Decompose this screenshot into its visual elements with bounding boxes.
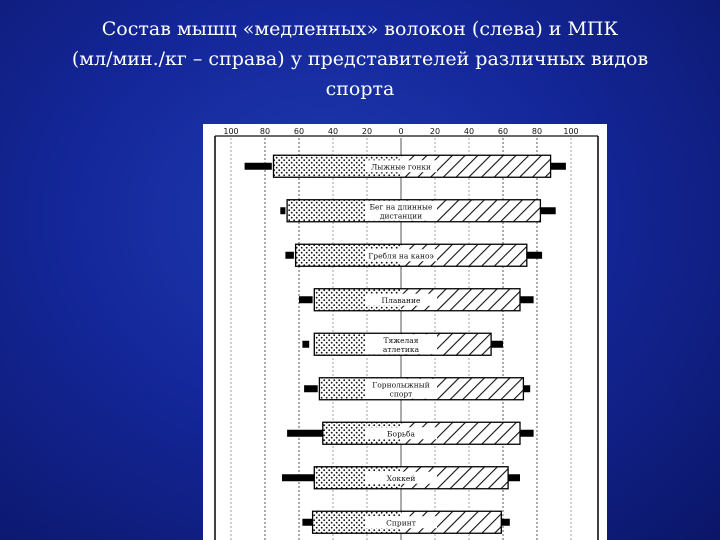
tick-label: 60 bbox=[497, 127, 509, 136]
category-label: Тяжелая bbox=[383, 335, 419, 345]
title-line-3: спорта bbox=[325, 78, 395, 100]
category-label: Борьба bbox=[387, 429, 415, 439]
category-label: Бег на длинные bbox=[369, 202, 433, 212]
row-7 bbox=[287, 422, 533, 444]
category-label: дистанции bbox=[379, 211, 423, 221]
category-label: спорт bbox=[389, 389, 413, 399]
row-1 bbox=[245, 155, 566, 177]
row-9 bbox=[302, 511, 509, 533]
title-line-1: Состав мышц «медленных» волокон (слева) и МПК bbox=[101, 18, 619, 40]
category-label: Лыжные гонки bbox=[370, 162, 432, 172]
category-label: Хоккей bbox=[386, 473, 416, 483]
tick-label: 80 bbox=[259, 127, 271, 136]
row-5 bbox=[302, 333, 503, 355]
tick-label: 40 bbox=[327, 127, 339, 136]
row-3 bbox=[285, 244, 542, 266]
chart-figure bbox=[203, 124, 607, 540]
row-4 bbox=[299, 289, 534, 311]
tick-label: 100 bbox=[563, 127, 579, 136]
category-label: Спринт bbox=[386, 518, 416, 528]
tick-label: 20 bbox=[361, 127, 373, 136]
category-label: Гребля на каноэ bbox=[368, 251, 434, 261]
row-6 bbox=[304, 378, 530, 400]
tick-label: 40 bbox=[463, 127, 475, 136]
category-label: атлетика bbox=[382, 344, 420, 354]
tick-label: 0 bbox=[398, 127, 404, 136]
tick-label: 60 bbox=[293, 127, 305, 136]
tick-label: 20 bbox=[429, 127, 441, 136]
tick-label: 100 bbox=[223, 127, 239, 136]
slide-title bbox=[20, 14, 700, 104]
category-label: Горнолыжный bbox=[372, 380, 430, 390]
tick-label: 80 bbox=[531, 127, 543, 136]
row-8 bbox=[282, 467, 520, 489]
category-label: Плавание bbox=[381, 295, 421, 305]
title-line-2: (мл/мин./кг – справа) у представителей различных видов bbox=[71, 48, 649, 70]
row-2 bbox=[280, 200, 555, 222]
fiber-vo2max-chart bbox=[203, 124, 607, 540]
